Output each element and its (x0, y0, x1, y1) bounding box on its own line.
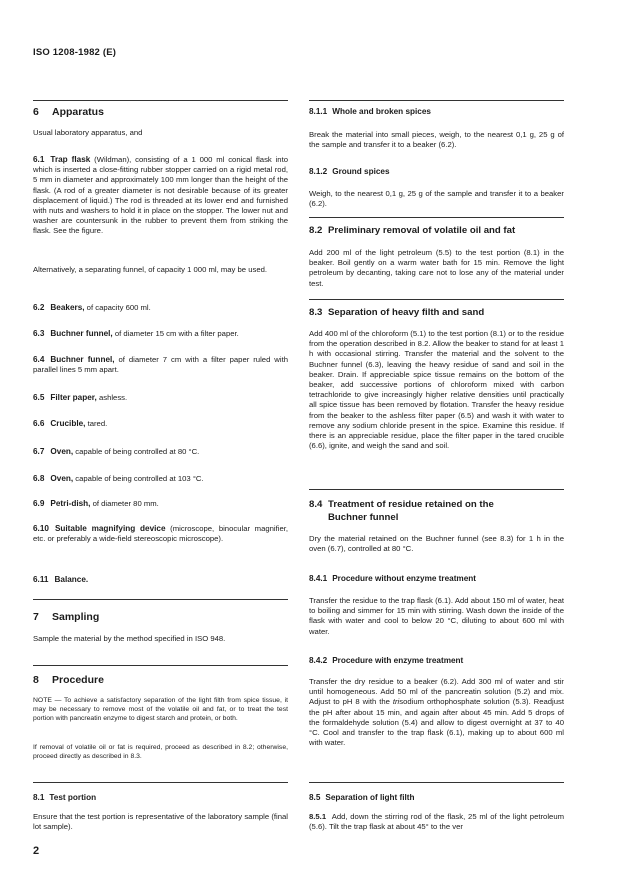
section-8-5-heading: 8.5 Separation of light filth (309, 793, 415, 802)
section-rule (33, 599, 288, 600)
section-8-heading: 8 Procedure (33, 674, 104, 686)
item-6-1: 6.1 Trap flask (Wildman), consisting of a 1 000 ml conical flask into which is inserted a close-fitting rubber stopper carried on a rigid metal rod, 5 mm in diameter and approximately 100 mm longer than the height of the flask. (A rod of a greater diameter is not desirable because of its greater displacement of liquid.) The rod is threaded at its lower end and furnished with nuts and washers to hold it in place on the stopper. The lower nut and washer are countersunk in the rubber to prevent them from striking the flask. See the figure. (33, 155, 288, 236)
item-6-9: 6.9 Petri-dish, of diameter 80 mm. (33, 499, 159, 508)
section-8-2-text: Add 200 ml of the light petroleum (5.5) to the test portion (8.1) in the beaker. Boil gently on a warm water bath for 15 min. Remove the light petroleum by decanting, taking care not to lose any of the material under test. (309, 248, 564, 288)
section-7-heading: 7 Sampling (33, 611, 100, 623)
section-8-2-heading: 8.2 Preliminary removal of volatile oil and fat (309, 225, 516, 236)
section-rule (309, 299, 564, 300)
item-6-11: 6.11 Balance. (33, 575, 89, 584)
item-6-8: 6.8 Oven, capable of being controlled at 103 °C. (33, 474, 204, 483)
section-8-4-1-heading: 8.4.1 Procedure without enzyme treatment (309, 574, 476, 583)
section-8-3-text: Add 400 ml of the chloroform (5.1) to the test portion (8.1) or to the residue from the operation described in 8.2. Allow the beaker to stand for at least 1 h with occasional stirring. Transfer the material and the solvent to the Buchner funnel (6.3), leaving the heavy residue of sand and soil in the beaker. Drain. If appreciable spice tissue remains on the bottom of the beaker, add successive portions of chloroform mixed with carbon tetrachloride to give increasingly higher relative densities until practically all spice tissue has been removed by flotation. Transfer the heavy residue from the beaker to the ashless filter paper (6.5) and wash it with water to remove any sodium chloride present in the spice. Examine this residue. If there is an appreciable residue, place the filter paper in the tared crucible (6.6), ignite, and weigh the sand and soil. (309, 329, 564, 451)
section-8-4-heading: 8.4 Treatment of residue retained on the Buchner funnel (309, 499, 494, 523)
item-8-5-1: 8.5.1 Add, down the stirring rod of the flask, 25 ml of the light petroleum (5.6). Tilt the trap flask at about 45° to the ver (309, 812, 564, 832)
page-number: 2 (33, 845, 40, 857)
procedure-note: NOTE — To achieve a satisfactory separation of the light filth from spice tissue, it may be necessary to remove most of the volatile oil and fat, or to treat the test portion with pancreatin enzyme to digest starch and protein, or both. (33, 697, 288, 722)
section-6-heading: 6 Apparatus (33, 106, 104, 118)
item-6-2: 6.2 Beakers, of capacity 600 ml. (33, 303, 151, 312)
section-8-4-1-text: Transfer the residue to the trap flask (6.1). Add about 150 ml of water, heat to boiling and simmer for 15 min with stirring. Wash down the inside of the flask with water and cool to below 20 °C, diluting to about 600 ml with water. (309, 596, 564, 636)
section-8-4-2-text: Transfer the dry residue to a beaker (6.2). Add 300 ml of water and stir until homogeneous. Add 50 ml of the pancreatin solution (5.2) and mix. Adjust to pH 8 with the trisodium orthophosphate solution (5.3). Readjust the pH after about 15 min, and again after about 45 min. Add 5 drops of the formaldehyde solution (5.4) and allow to digest overnight at 37 to 40 °C. Cool and transfer to the trap flask (6.1), making up to about 600 ml with water. (309, 677, 564, 748)
section-rule (33, 100, 288, 101)
section-rule (309, 489, 564, 490)
section-8-3-heading: 8.3 Separation of heavy filth and sand (309, 307, 485, 318)
item-6-6: 6.6 Crucible, tared. (33, 419, 108, 428)
section-rule (309, 100, 564, 101)
section-rule (33, 782, 288, 783)
section-8-1-text: Ensure that the test portion is representative of the laboratory sample (final lot sample). (33, 812, 288, 832)
item-6-5: 6.5 Filter paper, ashless. (33, 393, 128, 402)
item-6-4: 6.4 Buchner funnel, of diameter 7 cm with a filter paper ruled with parallel lines 5 mm apart. (33, 355, 288, 375)
section-rule (309, 782, 564, 783)
section-8-1-1-text: Break the material into small pieces, weigh, to the nearest 0,1 g, 25 g of the sample and transfer it to a beaker (6.2). (309, 130, 564, 150)
section-8-1-heading: 8.1 Test portion (33, 793, 97, 802)
section-8-4-text: Dry the material retained on the Buchner funnel (see 8.3) for 1 h in the oven (6.7), controlled at 80 °C. (309, 534, 564, 554)
section-8-1-2-text: Weigh, to the nearest 0,1 g, 25 g of the sample and transfer it to a beaker (6.2). (309, 189, 564, 209)
item-6-3: 6.3 Buchner funnel, of diameter 15 cm with a filter paper. (33, 329, 239, 338)
section-8-4-2-heading: 8.4.2 Procedure with enzyme treatment (309, 656, 464, 665)
section-rule (33, 665, 288, 666)
alternative-text: Alternatively, a separating funnel, of capacity 1 000 ml, may be used. (33, 265, 268, 274)
section-7-text: Sample the material by the method specified in ISO 948. (33, 634, 226, 643)
section-6-intro: Usual laboratory apparatus, and (33, 128, 143, 137)
procedure-note-2: If removal of volatile oil or fat is required, proceed as described in 8.2; otherwise, proceed directly as described in 8.3. (33, 744, 288, 760)
section-8-1-2-heading: 8.1.2 Ground spices (309, 167, 390, 176)
standard-header: ISO 1208-1982 (E) (33, 47, 117, 58)
item-6-7: 6.7 Oven, capable of being controlled at 80 °C. (33, 447, 200, 456)
item-6-10: 6.10 Suitable magnifying device (microscope, binocular magnifier, etc. or preferably a wide-field stereoscopic microscope). (33, 524, 289, 544)
section-8-1-1-heading: 8.1.1 Whole and broken spices (309, 107, 431, 116)
section-rule (309, 217, 564, 218)
